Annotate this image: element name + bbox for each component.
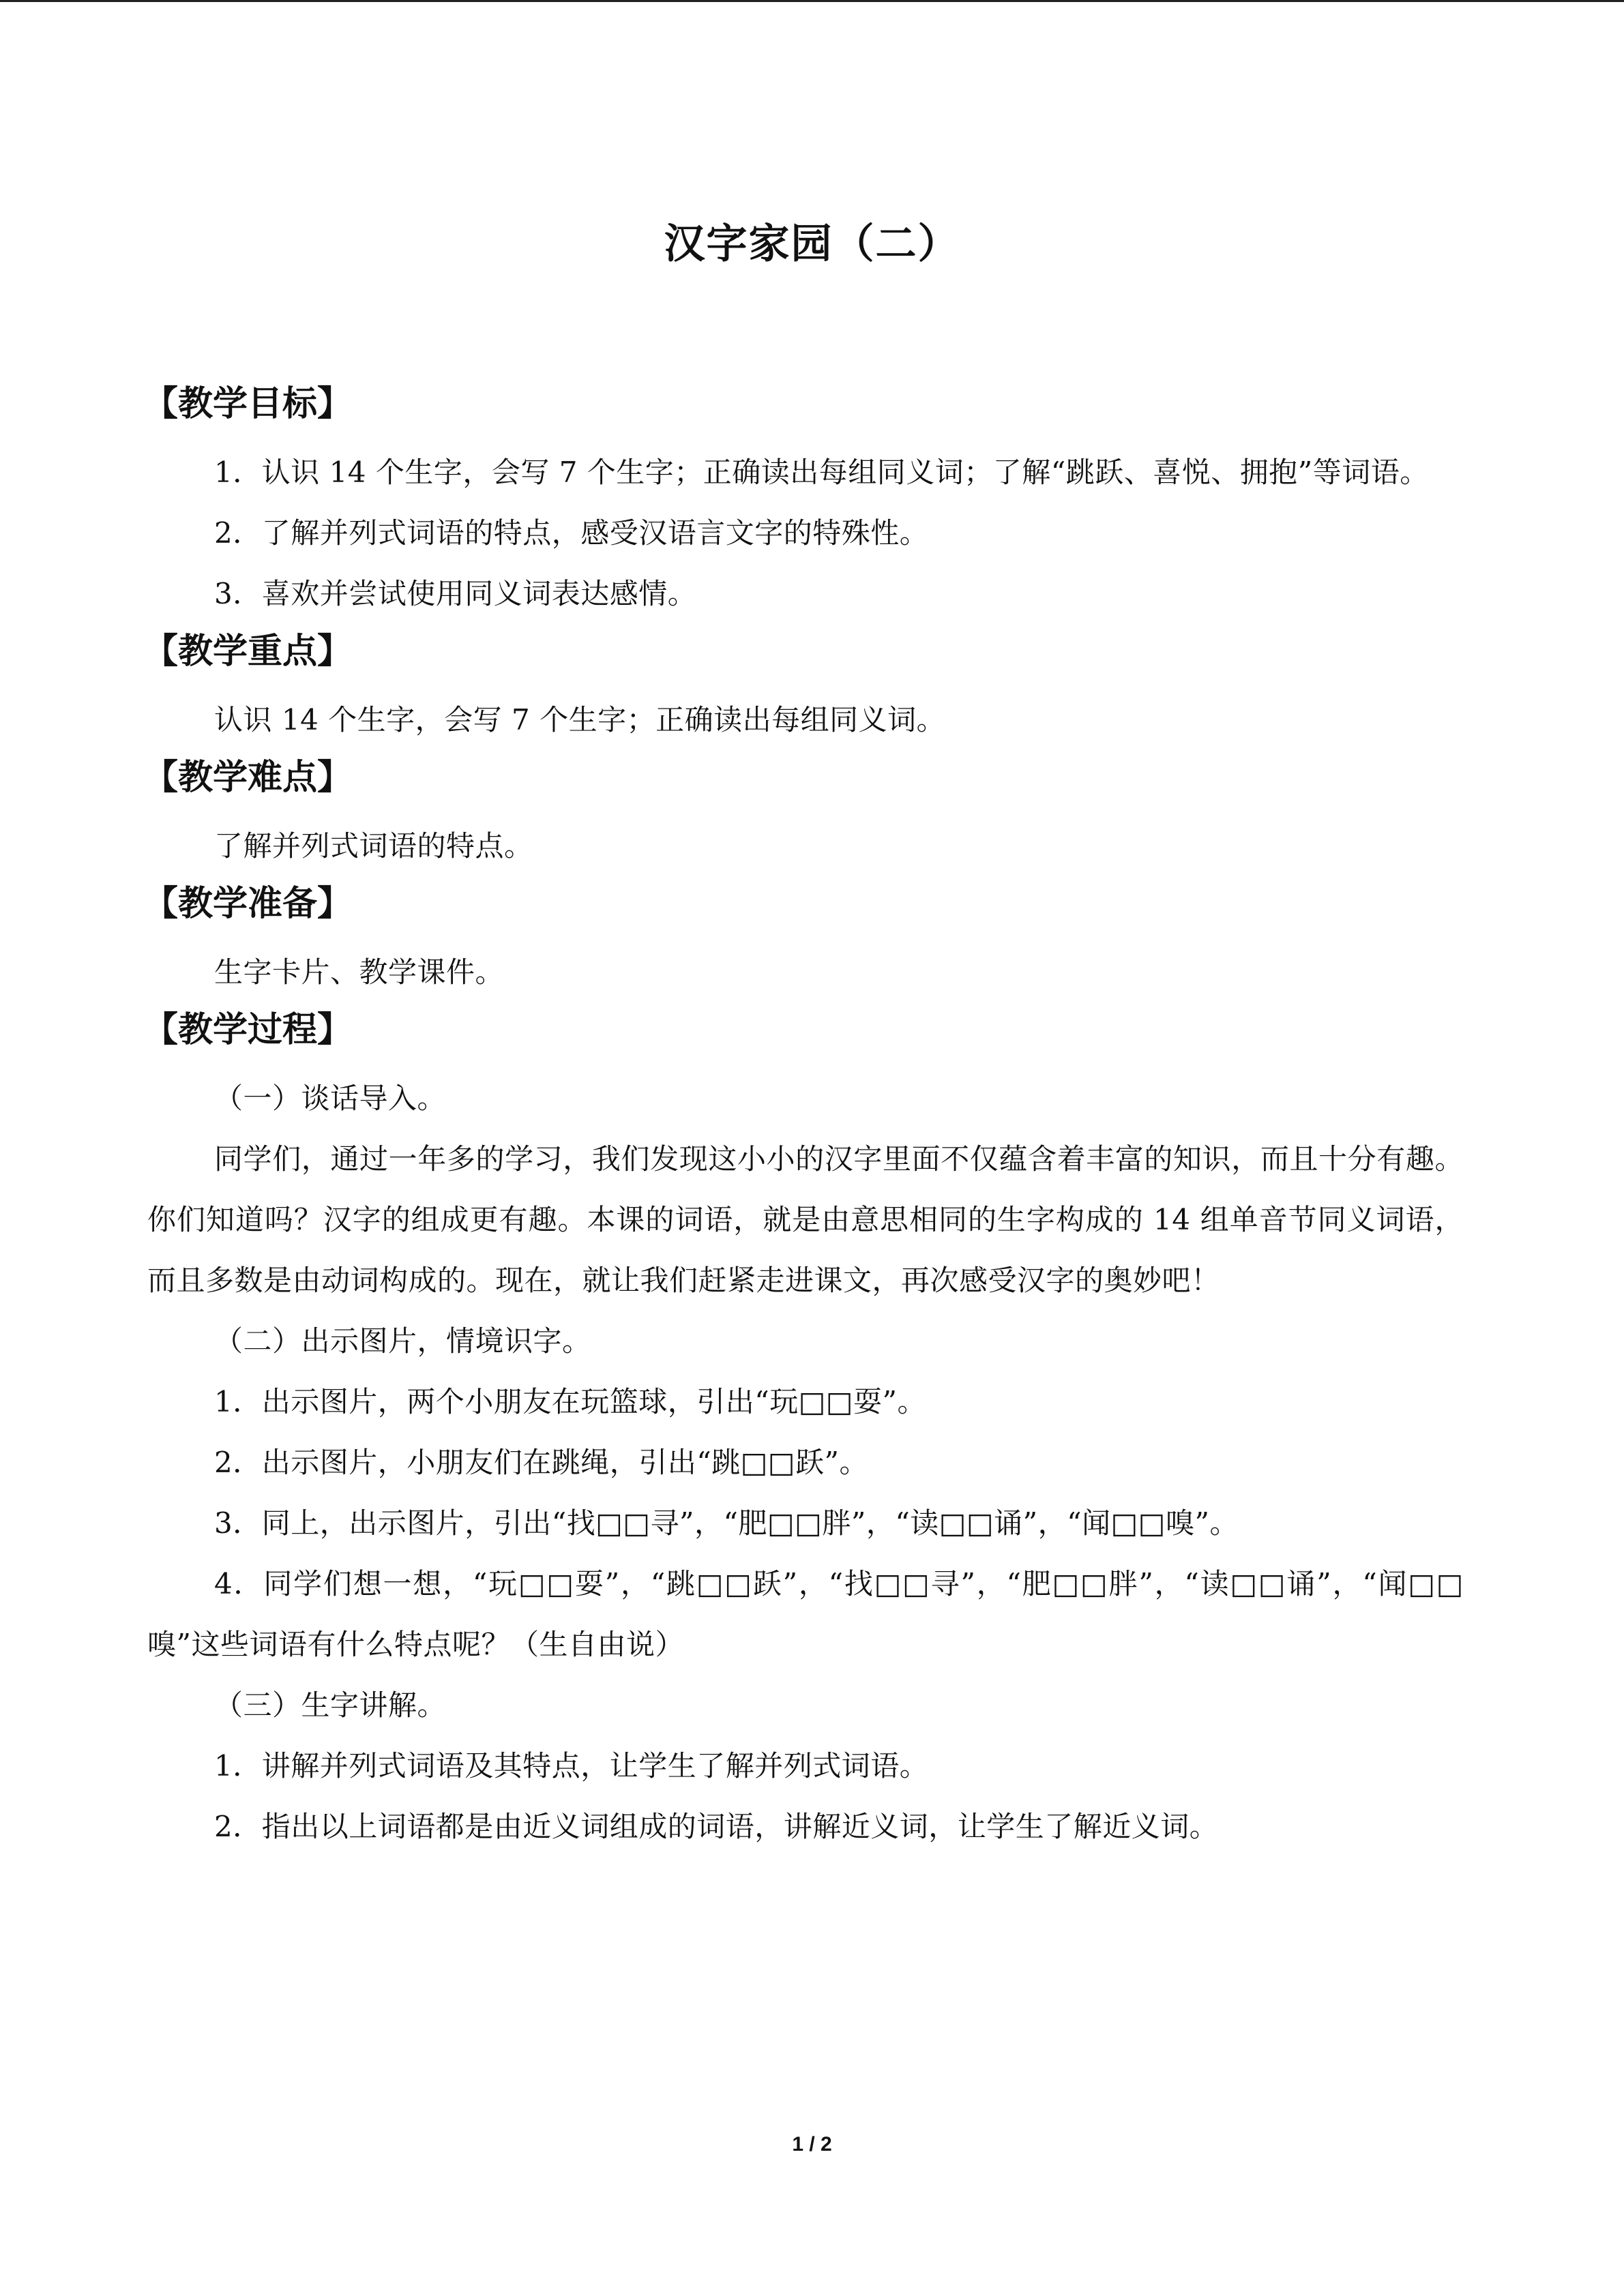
document-title: 汉字家园（二） [664,220,960,268]
process-paragraph: 1．出示图片，两个小朋友在玩篮球，引出“玩□□耍”。 [214,1385,927,1418]
key-point-paragraph: 认识 14 个生字，会写 7 个生字；正确读出每组同义词。 [214,703,946,736]
process-paragraph: （二）出示图片，情境识字。 [214,1324,591,1358]
difficulty-paragraph: 了解并列式词语的特点。 [214,829,533,863]
section-heading-preparation: 【教学准备】 [143,884,353,924]
process-paragraph: （一）谈话导入。 [214,1082,447,1115]
process-paragraph: （三）生字讲解。 [214,1688,447,1722]
objective-paragraph: 2．了解并列式词语的特点，感受汉语言文字的特殊性。 [214,516,929,550]
section-heading-objectives: 【教学目标】 [143,384,353,424]
page-number: 1 / 2 [792,2133,832,2156]
process-paragraph: 3．同上，出示图片，引出“找□□寻”，“肥□□胖”，“读□□诵”，“闻□□嗅”。 [214,1506,1239,1540]
section-heading-key-points: 【教学重点】 [143,631,353,672]
document-body [143,382,1464,1857]
objective-paragraph: 3．喜欢并尝试使用同义词表达感情。 [214,577,697,610]
preparation-paragraph: 生字卡片、教学课件。 [214,955,505,989]
top-border-line [0,0,1624,2]
process-paragraph: 同学们，通过一年多的学习，我们发现这小小的汉字里面不仅蕴含着丰富的知识，而且十分有趣。你们知道吗？汉字的组成更有趣。本课的词语，就是由意思相同的生字构成的 14 组单音节同义词语，而且多数是由动词构成的。现在，就让我们赶紧走进课文，再次感受汉字的奥妙吧！ [147,1142,1464,1297]
objective-paragraph: 1．认识 14 个生字，会写 7 个生字；正确读出每组同义词；了解“跳跃、喜悦、拥抱”等词语。 [214,456,1429,489]
process-paragraph: 2．出示图片，小朋友们在跳绳，引出“跳□□跃”。 [214,1446,869,1479]
process-paragraph: 2．指出以上词语都是由近义词组成的词语，讲解近义词，让学生了解近义词。 [214,1810,1219,1843]
process-paragraph: 1．讲解并列式词语及其特点，让学生了解并列式词语。 [214,1749,929,1783]
section-heading-difficulties: 【教学难点】 [143,758,353,798]
section-heading-process: 【教学过程】 [143,1010,353,1050]
process-paragraph: 4．同学们想一想，“玩□□耍”，“跳□□跃”，“找□□寻”，“肥□□胖”，“读□□诵”，“闻□□嗅”这些词语有什么特点呢？（生自由说） [147,1567,1464,1661]
